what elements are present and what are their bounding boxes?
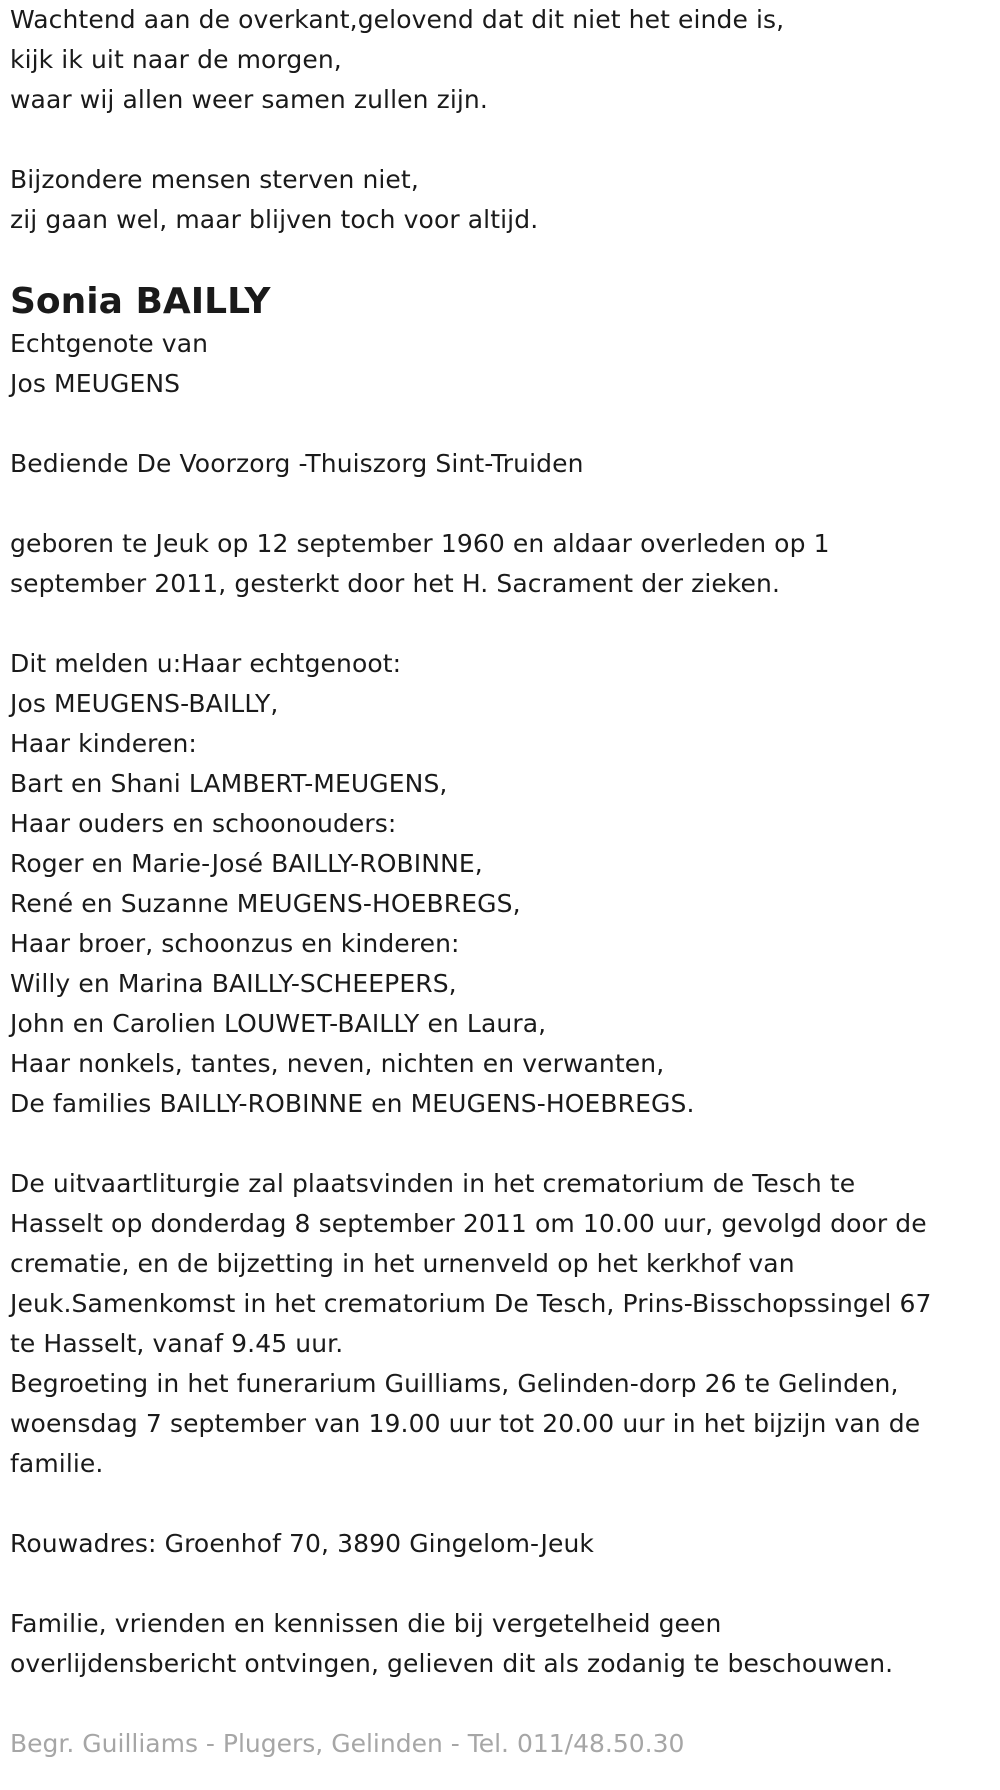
spouse-name: Jos MEUGENS <box>10 369 181 398</box>
spacer <box>10 1484 990 1524</box>
deceased-name: Sonia BAILLY <box>10 281 271 322</box>
poem-line: kijk ik uit naar de morgen, <box>10 45 342 74</box>
family-line: Haar ouders en schoonouders: <box>10 809 397 838</box>
birth-death-line: geboren te Jeuk op 12 september 1960 en aldaar overleden op 1 <box>10 529 830 558</box>
poem-block <box>10 0 990 120</box>
birth-death-block <box>10 524 990 604</box>
funeral-home-footer: Begr. Guilliams - Plugers, Gelinden - Tel. 011/48.50.30 <box>10 1729 685 1758</box>
spacer <box>10 1124 990 1164</box>
family-line: Dit melden u:Haar echtgenoot: <box>10 649 402 678</box>
quote-block <box>10 160 990 240</box>
family-line: De families BAILLY-ROBINNE en MEUGENS-HOEBREGS. <box>10 1089 695 1118</box>
ceremony-line: Begroeting in het funerarium Guilliams, Gelinden-dorp 26 te Gelinden, <box>10 1369 899 1398</box>
spacer <box>10 1564 990 1604</box>
poem-line: waar wij allen weer samen zullen zijn. <box>10 85 488 114</box>
family-line: Willy en Marina BAILLY-SCHEEPERS, <box>10 969 457 998</box>
ceremony-line: Jeuk.Samenkomst in het crematorium De Tesch, Prins-Bisschopssingel 67 <box>10 1289 932 1318</box>
notice-line: overlijdensbericht ontvingen, gelieven dit als zodanig te beschouwen. <box>10 1649 894 1678</box>
ceremony-line: crematie, en de bijzetting in het urnenveld op het kerkhof van <box>10 1249 795 1278</box>
notice-line: Familie, vrienden en kennissen die bij vergetelheid geen <box>10 1609 722 1638</box>
spacer <box>10 404 990 444</box>
poem-line: Wachtend aan de overkant,gelovend dat dit niet het einde is, <box>10 5 785 34</box>
family-line: Bart en Shani LAMBERT-MEUGENS, <box>10 769 448 798</box>
mourning-address: Rouwadres: Groenhof 70, 3890 Gingelom-Jeuk <box>10 1529 595 1558</box>
family-line: René en Suzanne MEUGENS-HOEBREGS, <box>10 889 521 918</box>
occupation: Bediende De Voorzorg -Thuiszorg Sint-Truiden <box>10 449 584 478</box>
ceremony-line: te Hasselt, vanaf 9.45 uur. <box>10 1329 344 1358</box>
family-line: Haar broer, schoonzus en kinderen: <box>10 929 460 958</box>
quote-line: Bijzondere mensen sterven niet, <box>10 165 419 194</box>
spacer <box>10 604 990 644</box>
family-line: Roger en Marie-José BAILLY-ROBINNE, <box>10 849 483 878</box>
ceremony-line: Hasselt op donderdag 8 september 2011 om 10.00 uur, gevolgd door de <box>10 1209 927 1238</box>
spacer <box>10 120 990 160</box>
ceremony-line: woensdag 7 september van 19.00 uur tot 20.00 uur in het bijzijn van de <box>10 1409 921 1438</box>
family-line: Haar nonkels, tantes, neven, nichten en verwanten, <box>10 1049 665 1078</box>
relation-label: Echtgenote van <box>10 329 209 358</box>
ceremony-line: familie. <box>10 1449 104 1478</box>
spacer <box>10 484 990 524</box>
family-line: Jos MEUGENS-BAILLY, <box>10 689 279 718</box>
ceremony-block <box>10 1164 990 1484</box>
notice-block <box>10 1604 990 1684</box>
birth-death-line: september 2011, gesterkt door het H. Sacrament der zieken. <box>10 569 781 598</box>
quote-line: zij gaan wel, maar blijven toch voor altijd. <box>10 205 539 234</box>
family-line: Haar kinderen: <box>10 729 197 758</box>
family-block <box>10 644 990 1124</box>
ceremony-line: De uitvaartliturgie zal plaatsvinden in het crematorium de Tesch te <box>10 1169 856 1198</box>
family-line: John en Carolien LOUWET-BAILLY en Laura, <box>10 1009 547 1038</box>
